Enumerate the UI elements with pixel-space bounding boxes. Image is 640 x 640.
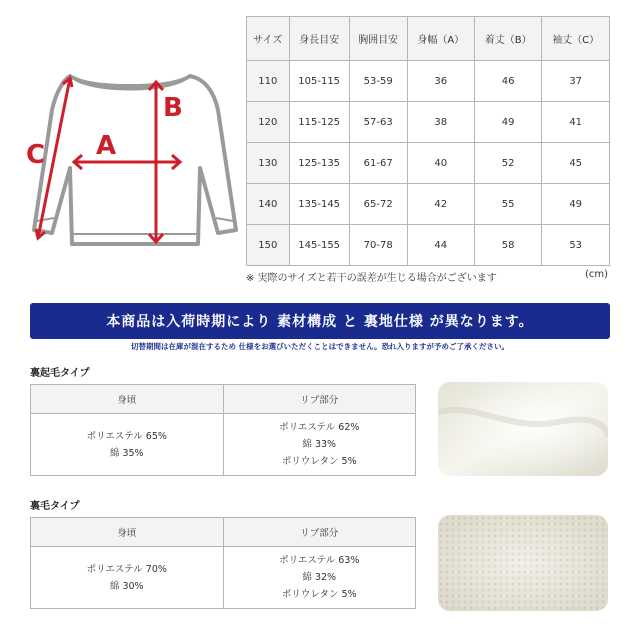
table-cell: 41 <box>542 102 610 143</box>
header-chest: 胸囲目安 <box>349 17 407 61</box>
composition-line: 綿 30% <box>109 580 144 592</box>
table-cell: 145-155 <box>289 225 349 266</box>
header-width-a: 身幅（A） <box>407 17 474 61</box>
rib-composition <box>223 547 416 609</box>
header-height: 身長目安 <box>289 17 349 61</box>
table-cell: 120 <box>247 102 290 143</box>
material-table-terry <box>30 517 416 609</box>
composition-line: ポリエステル 70% <box>86 563 167 575</box>
table-cell: 40 <box>407 143 474 184</box>
composition-line: ポリエステル 63% <box>279 555 360 566</box>
type-title-brushed: 裏起毛タイプ <box>30 368 90 379</box>
table-row <box>247 225 610 266</box>
table-cell: 65-72 <box>349 184 407 225</box>
table-cell: 44 <box>407 225 474 266</box>
material-row <box>31 414 416 476</box>
material-header-row <box>31 518 416 547</box>
table-cell: 42 <box>407 184 474 225</box>
table-cell: 53 <box>542 225 610 266</box>
fabric-swatch-brushed <box>438 382 608 476</box>
body-composition <box>31 414 224 476</box>
label-c: C <box>26 140 46 170</box>
material-header-row <box>31 385 416 414</box>
table-cell: 49 <box>474 102 541 143</box>
table-cell: 125-135 <box>289 143 349 184</box>
table-row <box>247 184 610 225</box>
rib-composition <box>223 414 416 476</box>
composition-line: ポリエステル 62% <box>279 422 360 433</box>
table-cell: 105-115 <box>289 61 349 102</box>
size-table-header-row <box>247 17 610 61</box>
composition-line: 綿 33% <box>302 439 337 450</box>
notice-subtext: 切替期間は在庫が混在するため 仕様をお選びいただくことはできません。恐れ入りますが予めご了承ください。 <box>130 342 510 351</box>
table-cell: 110 <box>247 61 290 102</box>
composition-line: ポリウレタン 5% <box>281 589 357 600</box>
header-size: サイズ <box>247 17 290 61</box>
table-cell: 57-63 <box>349 102 407 143</box>
table-cell: 55 <box>474 184 541 225</box>
composition-line: 綿 32% <box>302 572 337 583</box>
table-cell: 38 <box>407 102 474 143</box>
table-cell: 58 <box>474 225 541 266</box>
table-cell: 46 <box>474 61 541 102</box>
table-cell: 150 <box>247 225 290 266</box>
type-title-terry: 裏毛タイプ <box>30 501 80 512</box>
table-cell: 53-59 <box>349 61 407 102</box>
unit-label: (cm) <box>585 269 609 280</box>
size-table <box>246 16 610 266</box>
header-sleeve-c: 袖丈（C） <box>542 17 610 61</box>
body-composition <box>31 547 224 609</box>
table-cell: 135-145 <box>289 184 349 225</box>
composition-line: ポリエステル 65% <box>86 430 167 442</box>
table-cell: 49 <box>542 184 610 225</box>
table-cell: 140 <box>247 184 290 225</box>
measurement-diagram <box>20 58 240 258</box>
table-row <box>247 61 610 102</box>
material-table-brushed <box>30 384 416 476</box>
table-cell: 36 <box>407 61 474 102</box>
table-cell: 70-78 <box>349 225 407 266</box>
label-b: B <box>163 93 183 123</box>
table-row <box>247 143 610 184</box>
table-cell: 37 <box>542 61 610 102</box>
table-row <box>247 102 610 143</box>
table-cell: 115-125 <box>289 102 349 143</box>
table-cell: 45 <box>542 143 610 184</box>
fabric-swatch-terry <box>438 515 608 611</box>
table-cell: 130 <box>247 143 290 184</box>
composition-line: ポリウレタン 5% <box>281 456 357 467</box>
table-cell: 61-67 <box>349 143 407 184</box>
header-length-b: 着丈（B） <box>474 17 541 61</box>
header-body: 身頃 <box>31 385 224 414</box>
composition-line: 綿 35% <box>109 447 144 459</box>
table-cell: 52 <box>474 143 541 184</box>
size-error-note: ※ 実際のサイズと若干の誤差が生じる場合がございます <box>246 273 497 284</box>
sweatshirt-diagram <box>20 58 240 258</box>
header-body: 身頃 <box>31 518 224 547</box>
header-rib: リブ部分 <box>223 518 416 547</box>
notice-banner: 本商品は入荷時期により 素材構成 と 裏地仕様 が異なります。 <box>30 303 610 339</box>
header-rib: リブ部分 <box>223 385 416 414</box>
material-row <box>31 547 416 609</box>
label-a: A <box>96 131 117 161</box>
